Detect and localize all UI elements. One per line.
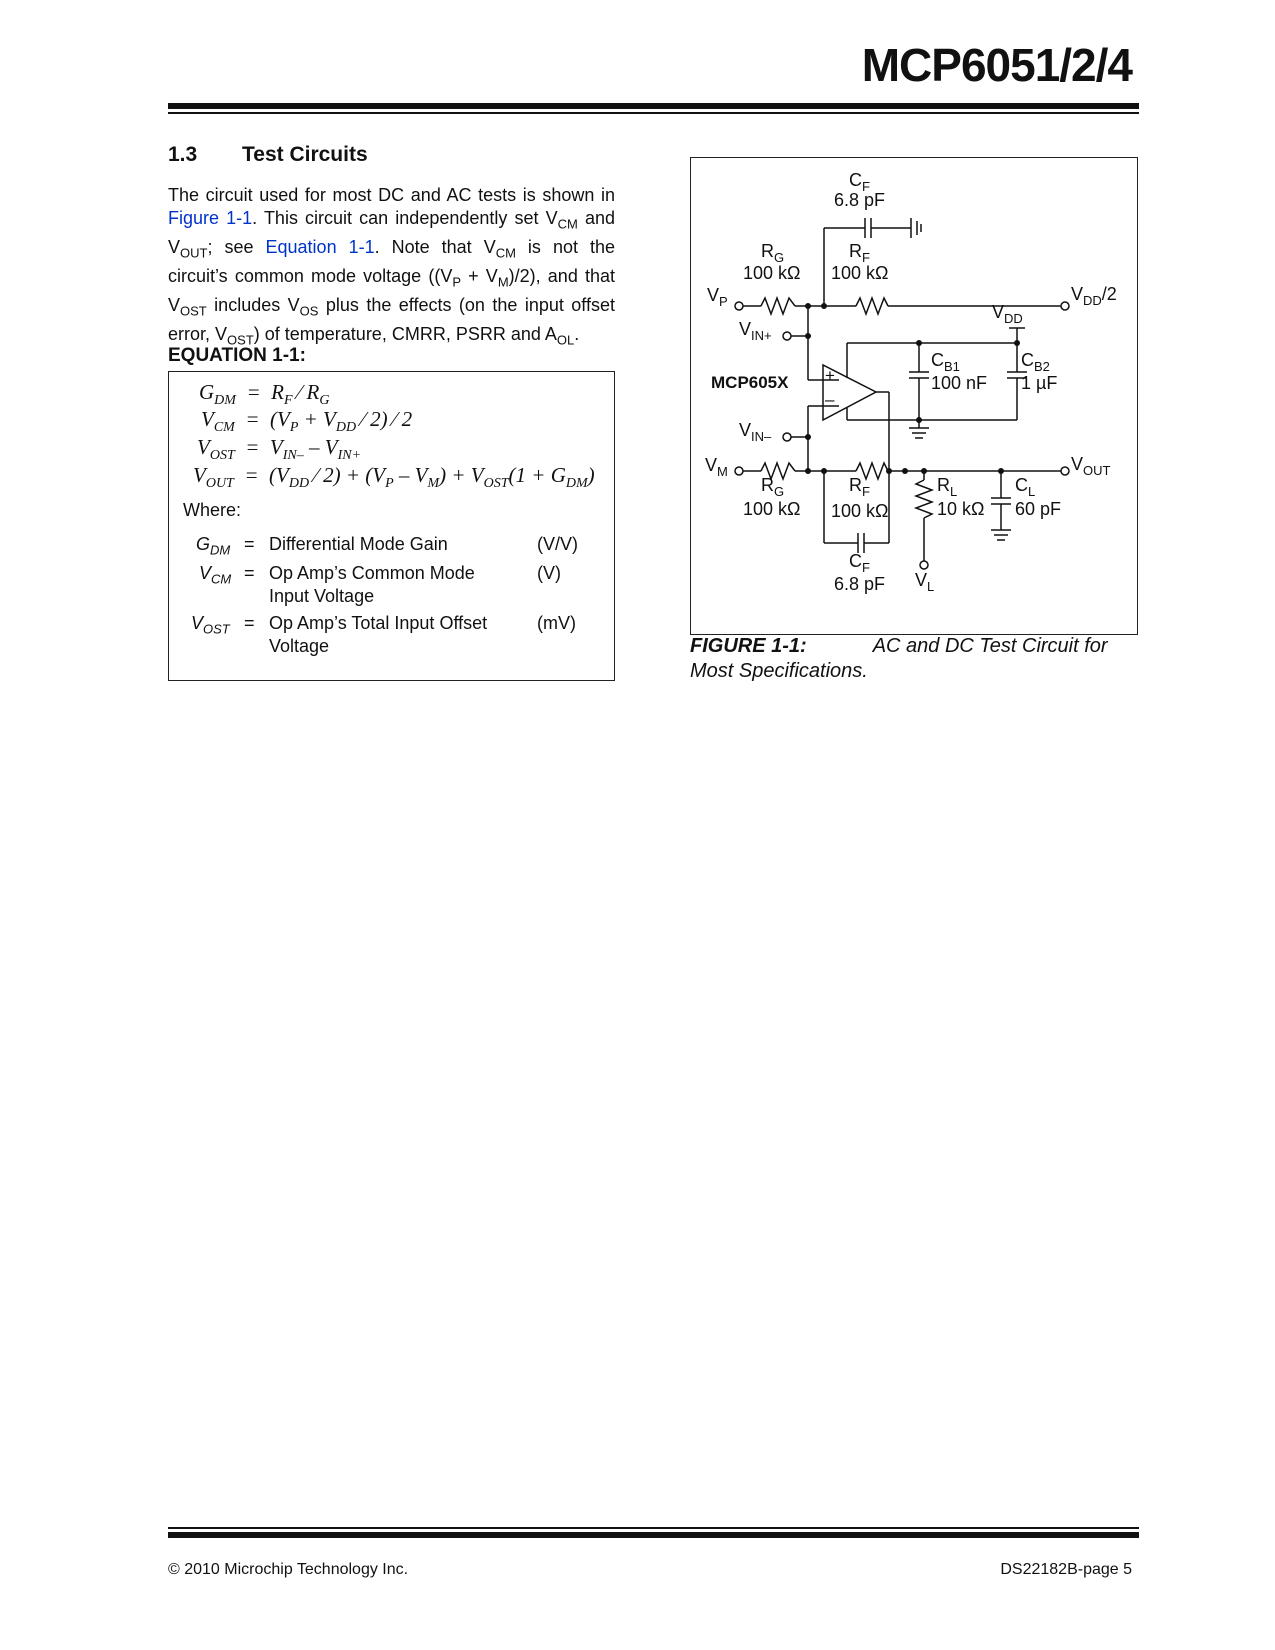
- rf-top-label: $R_F$: [849, 241, 870, 265]
- cf-top-label: $C_F$: [849, 170, 870, 194]
- equation-line-vost: $V_{OST} = V_{IN-} - V_{IN+}$: [197, 435, 362, 464]
- where-label: Where:: [183, 500, 242, 520]
- body-paragraph: The circuit used for most DC and AC tests is shown in Figure 1-1. This circuit can independently set $V_{CM}$ and $V_{OUT}$; see Equation 1-1. Note that $V_{CM}$ is not the circuit’s common mode voltage $((V_P + V_M)/2)$, and that $V_{OST}$ includes $V_{OS}$ plus the effects (on the input offset error, $V_{OST}$) of temperature, CMRR, PSRR and $A_{OL}$.: [168, 185, 616, 348]
- cf-top-value: 6.8 pF: [834, 190, 886, 210]
- rg-top-value: 100 kΩ: [743, 263, 801, 283]
- rf-bottom-label: $R_F$: [849, 475, 870, 499]
- footer-page-number: DS22182B-page 5: [1000, 1561, 1132, 1578]
- vdd-half-label: $V_{DD}/2$: [1071, 284, 1117, 308]
- figure-caption-label: FIGURE 1-1:: [690, 635, 807, 657]
- cb1-label: $C_{B1}$: [931, 350, 960, 374]
- footer-rule-thin: [168, 1527, 1139, 1529]
- rl-value: 10 kΩ: [937, 499, 985, 519]
- vm-label: $V_M$: [705, 455, 728, 479]
- figure-caption-text: AC and DC Test Circuit for: [872, 635, 1108, 657]
- cf-bottom-value: 6.8 pF: [834, 574, 886, 594]
- rg-bottom-label: $R_G$: [761, 475, 785, 499]
- cl-value: 60 pF: [1015, 499, 1062, 519]
- figure-caption-text-2: Most Specifications.: [690, 660, 868, 682]
- equation-line-gdm: $G_{DM} = R_F$ ⁄ $R_G$: [199, 380, 330, 409]
- chip-label: MCP605X: [711, 373, 789, 392]
- vin-plus-label: $V_{IN+}$: [739, 319, 772, 343]
- cl-label: $C_L$: [1015, 475, 1036, 499]
- rg-bottom-value: 100 kΩ: [743, 499, 801, 519]
- footer-rule-thick: [168, 1532, 1139, 1538]
- equation-box: $G_{DM} = R_F$ ⁄ $R_G$ $V_{CM} = (V_P + V_{DD}$ ⁄ 2) ⁄ 2 $V_{OST} = V_{IN-} - V_{IN+}$ $V_{OUT} = (V_{DD}$ ⁄ $2) + (V_P - V_M) + V_{OST}(1 + G_{DM})$ Where: $G_{DM}$ = Differential Mode Gain (V/V) $V_{CM}$ = Op Amp’s Common Mode Input Voltage (V) $V_{OST}$ = Op Amp’s Total Input Offset Voltage (mV): [168, 371, 615, 681]
- cb2-value: 1 µF: [1021, 373, 1058, 393]
- cf-bottom-label: $C_F$: [849, 551, 870, 575]
- rf-top-value: 100 kΩ: [831, 263, 889, 283]
- figure-caption: [690, 634, 1108, 684]
- equation-label: EQUATION 1-1:: [168, 345, 306, 366]
- vl-label: $V_L$: [915, 570, 935, 594]
- section-number: 1.3: [168, 143, 198, 166]
- op-amp-minus: –: [825, 390, 835, 409]
- equation-link[interactable]: Equation 1-1: [265, 236, 375, 257]
- op-amp-plus: +: [825, 366, 835, 385]
- rf-bottom-value: 100 kΩ: [831, 501, 889, 521]
- header-rule-thin: [168, 112, 1139, 114]
- header-rule-thick: [168, 103, 1139, 109]
- footer-copyright: © 2010 Microchip Technology Inc.: [168, 1561, 409, 1578]
- figure-link[interactable]: Figure 1-1: [168, 207, 253, 228]
- section-title: Test Circuits: [242, 143, 368, 166]
- test-circuit-schematic: [691, 158, 1137, 634]
- vin-minus-label: $V_{IN-}$: [739, 420, 772, 444]
- figure-frame: [690, 157, 1138, 635]
- vout-label: $V_{OUT}$: [1071, 454, 1111, 478]
- equation-line-vcm: $V_{CM} = (V_P + V_{DD}$ ⁄ 2) ⁄ 2: [201, 407, 413, 436]
- cb2-label: $C_{B2}$: [1021, 350, 1050, 374]
- cb1-value: 100 nF: [931, 373, 988, 393]
- document-title: MCP6051/2/4: [861, 39, 1132, 91]
- rl-label: $R_L$: [937, 475, 958, 499]
- rg-top-label: $R_G$: [761, 241, 785, 265]
- vdd-label: $V_{DD}$: [992, 302, 1023, 326]
- equation-line-vout: $V_{OUT} = (V_{DD}$ ⁄ $2) + (V_P - V_M) + V_{OST}(1 + G_{DM})$: [193, 463, 595, 492]
- vp-label: $V_P$: [707, 285, 728, 309]
- circuit-junctions: [805, 303, 1020, 474]
